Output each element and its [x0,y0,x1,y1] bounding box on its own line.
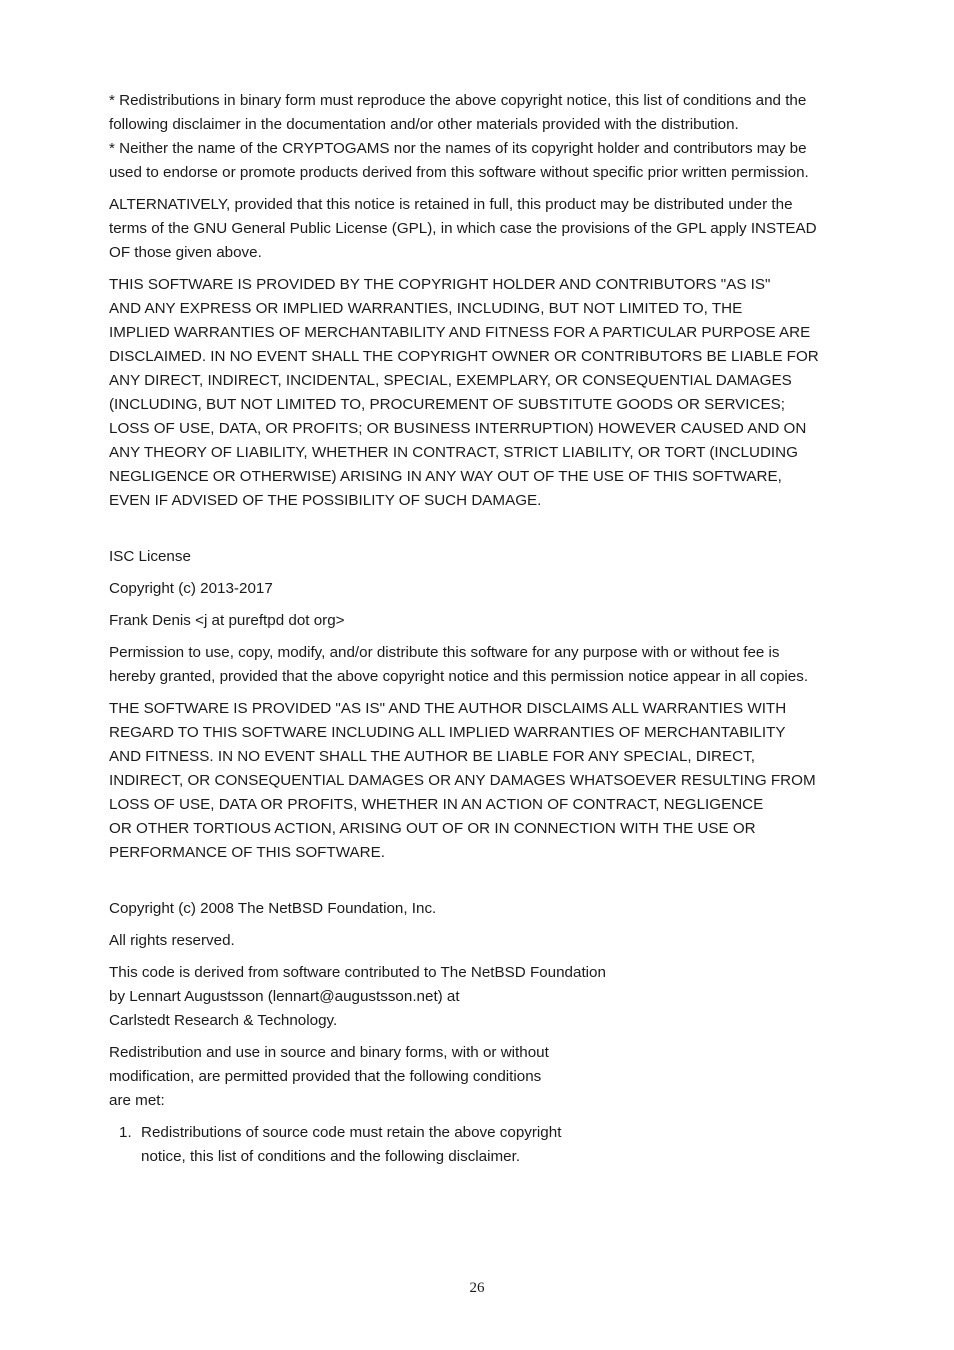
text-line: * Redistributions in binary form must reproduce the above copyright notice, this list of conditions and the [109,92,807,109]
text-line: ANY DIRECT, INDIRECT, INCIDENTAL, SPECIAL, EXEMPLARY, OR CONSEQUENTIAL DAMAGES [109,372,792,389]
text-line: OF those given above. [109,244,262,261]
text-line: following disclaimer in the documentation and/or other materials provided with the distribution. [109,116,739,133]
text-line: PERFORMANCE OF THIS SOFTWARE. [109,844,385,861]
conditions-list [109,1121,889,1169]
text-line: AND FITNESS. IN NO EVENT SHALL THE AUTHOR BE LIABLE FOR ANY SPECIAL, DIRECT, [109,748,755,765]
binary-redistribution-clause [109,89,889,185]
text-line: Redistributions of source code must retain the above copyright [141,1124,562,1141]
document-body [109,89,889,1169]
text-line: Redistribution and use in source and binary forms, with or without [109,1044,549,1061]
isc-copyright: Copyright (c) 2013-2017 [109,580,273,597]
text-line: hereby granted, provided that the above copyright notice and this permission notice appear in all copies. [109,668,809,685]
section-spacer [109,873,889,897]
list-item [109,1121,889,1169]
text-line: * Neither the name of the CRYPTOGAMS nor the names of its copyright holder and contributors may be [109,140,807,157]
text-line: notice, this list of conditions and the following disclaimer. [141,1148,521,1165]
netbsd-rights-reserved: All rights reserved. [109,932,235,949]
text-line: ANY THEORY OF LIABILITY, WHETHER IN CONTRACT, STRICT LIABILITY, OR TORT (INCLUDING [109,444,798,461]
gpl-alternative-paragraph [109,193,889,265]
text-line: AND ANY EXPRESS OR IMPLIED WARRANTIES, INCLUDING, BUT NOT LIMITED TO, THE [109,300,743,317]
page-number: 26 [469,1280,485,1296]
netbsd-redistribution-paragraph [109,1041,889,1113]
text-line: LOSS OF USE, DATA, OR PROFITS; OR BUSINESS INTERRUPTION) HOWEVER CAUSED AND ON [109,420,807,437]
isc-disclaimer [109,697,889,865]
netbsd-copyright: Copyright (c) 2008 The NetBSD Foundation, Inc. [109,900,437,917]
text-line: THIS SOFTWARE IS PROVIDED BY THE COPYRIGHT HOLDER AND CONTRIBUTORS "AS IS" [109,276,771,293]
text-line: INDIRECT, OR CONSEQUENTIAL DAMAGES OR ANY DAMAGES WHATSOEVER RESULTING FROM [109,772,816,789]
text-line: EVEN IF ADVISED OF THE POSSIBILITY OF SUCH DAMAGE. [109,492,542,509]
text-line: terms of the GNU General Public License (GPL), in which case the provisions of the GPL apply INSTEAD [109,220,817,237]
text-line: NEGLIGENCE OR OTHERWISE) ARISING IN ANY WAY OUT OF THE USE OF THIS SOFTWARE, [109,468,782,485]
text-line: modification, are permitted provided that the following conditions [109,1068,542,1085]
isc-license-title: ISC License [109,548,191,565]
text-line: REGARD TO THIS SOFTWARE INCLUDING ALL IMPLIED WARRANTIES OF MERCHANTABILITY [109,724,786,741]
text-line: ALTERNATIVELY, provided that this notice is retained in full, this product may be distributed under the [109,196,793,213]
text-line: IMPLIED WARRANTIES OF MERCHANTABILITY AND FITNESS FOR A PARTICULAR PURPOSE ARE [109,324,811,341]
text-line: by Lennart Augustsson (lennart@augustsson.net) at [109,988,460,1005]
text-line: used to endorse or promote products derived from this software without specific prior written permission. [109,164,809,181]
text-line: are met: [109,1092,165,1109]
text-line: Permission to use, copy, modify, and/or distribute this software for any purpose with or without fee is [109,644,780,661]
list-item-number: 1. [119,1124,132,1141]
netbsd-derived-paragraph [109,961,889,1033]
text-line: This code is derived from software contributed to The NetBSD Foundation [109,964,606,981]
isc-author: Frank Denis <j at pureftpd dot org> [109,612,345,629]
text-line: OR OTHER TORTIOUS ACTION, ARISING OUT OF OR IN CONNECTION WITH THE USE OR [109,820,756,837]
cryptogams-disclaimer [109,273,889,513]
section-spacer [109,521,889,545]
text-line: LOSS OF USE, DATA OR PROFITS, WHETHER IN AN ACTION OF CONTRACT, NEGLIGENCE [109,796,764,813]
text-line: (INCLUDING, BUT NOT LIMITED TO, PROCUREMENT OF SUBSTITUTE GOODS OR SERVICES; [109,396,785,413]
text-line: DISCLAIMED. IN NO EVENT SHALL THE COPYRIGHT OWNER OR CONTRIBUTORS BE LIABLE FOR [109,348,819,365]
text-line: Carlstedt Research & Technology. [109,1012,338,1029]
text-line: THE SOFTWARE IS PROVIDED "AS IS" AND THE AUTHOR DISCLAIMS ALL WARRANTIES WITH [109,700,787,717]
isc-permission-paragraph [109,641,889,689]
